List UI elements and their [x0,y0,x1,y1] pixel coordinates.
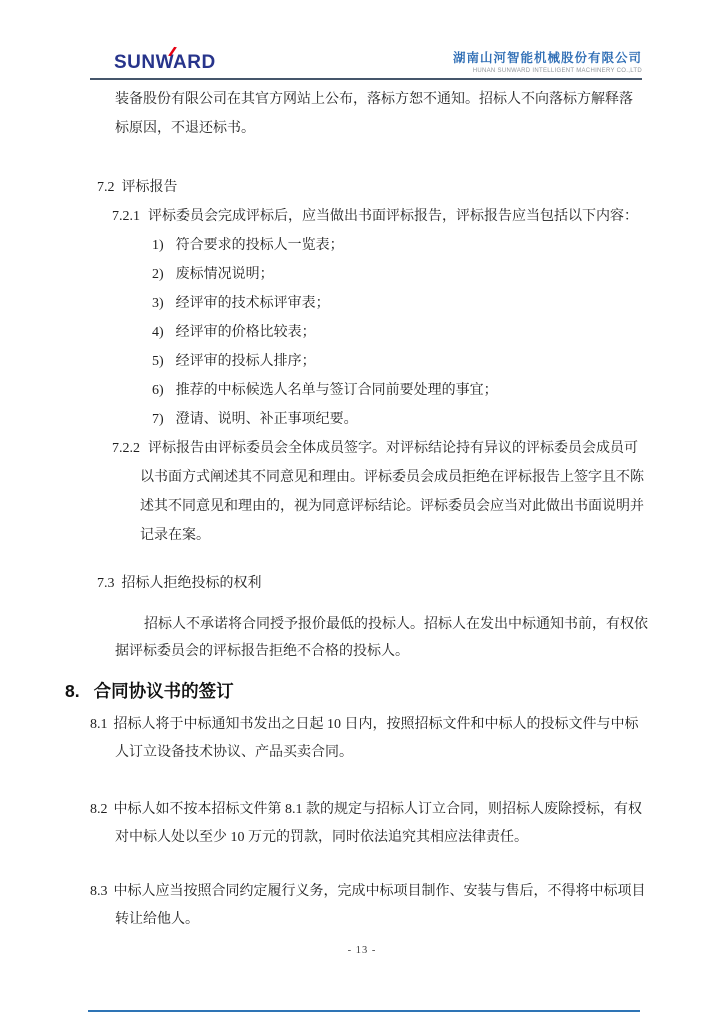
item-text: 经评审的价格比较表； [175,325,316,340]
list-item [152,376,724,405]
section-8-number: 8. [65,681,80,701]
clause-7-2-2 [112,434,646,550]
document-body [0,85,724,934]
item-number: 3) [152,296,164,311]
clause-7-2-1-text: 评标委员会完成评标后，应当做出书面评标报告，评标报告应当包括以下内容： [148,209,638,224]
item-number: 1) [152,238,164,253]
clause-8-1 [90,711,648,767]
clause-8-3 [90,878,648,934]
section-7-2-heading [97,173,724,202]
list-item [152,231,724,260]
clause-8-3-text: 中标人应当按照合同约定履行义务，完成中标项目制作、安装与售后，不得将中标项目转让给他人。 [113,884,646,927]
section-7-2-number: 7.2 [97,180,115,195]
item-number: 6) [152,383,164,398]
sunward-logo [114,52,216,74]
clause-8-2 [90,796,648,852]
section-8-heading [65,679,724,703]
list-item [152,347,724,376]
item-text: 符合要求的投标人一览表； [175,238,344,253]
item-number: 2) [152,267,164,282]
clause-7-2-1 [112,202,657,231]
header-divider [90,78,642,80]
section-7-3-paragraph: 招标人不承诺将合同授予报价最低的投标人。招标人在发出中标通知书前，有权依据评标委员会的评标报告拒绝不合格的投标人。 [115,617,648,659]
list-item [152,260,724,289]
intro-paragraph: 装备股份有限公司在其官方网站上公布，落标方恕不通知。招标人不向落标方解释落标原因，不退还标书。 [115,92,633,136]
clause-8-3-label: 8.3 [90,884,108,899]
item-number: 5) [152,354,164,369]
clause-8-2-label: 8.2 [90,802,108,817]
section-8-title: 合同协议书的签订 [93,681,234,701]
clause-7-2-2-text: 评标报告由评标委员会全体成员签字。对评标结论持有异议的评标委员会成员可以书面方式阐述其不同意见和理由。评标委员会成员拒绝在评标报告上签字且不陈述其不同意见和理由的，视为同意评标结论。评标委员会应当对此做出书面说明并记录在案。 [140,441,644,543]
footer-divider [88,1010,640,1012]
company-name-en: HUNAN SUNWARD INTELLIGENT MACHINERY CO.,LTD [472,68,642,74]
section-7-3-title: 招标人拒绝投标的权利 [121,576,262,591]
clause-8-1-label: 8.1 [90,717,108,732]
clause-7-2-2-label: 7.2.2 [112,441,140,456]
section-7-3-number: 7.3 [97,576,115,591]
list-item [152,318,724,347]
list-item [152,289,724,318]
item-number: 7) [152,412,164,427]
list-item [152,405,724,434]
section-7-2-title: 评标报告 [121,180,178,195]
item-text: 经评审的技术标评审表； [175,296,330,311]
item-number: 4) [152,325,164,340]
clause-7-2-1-label: 7.2.1 [112,209,140,224]
report-items-list [152,231,724,434]
company-name-cn: 湖南山河智能机械股份有限公司 [452,51,642,65]
clause-8-1-text: 招标人将于中标通知书发出之日起 10 日内，按照招标文件和中标人的投标文件与中标人订立设备技术协议、产品买卖合同。 [113,717,639,760]
page-header [90,46,642,80]
company-name-block [453,48,642,74]
section-7-3-heading [97,570,724,597]
item-text: 经评审的投标人排序； [175,354,316,369]
page-number: - 13 - [347,945,377,956]
item-text: 澄请、说明、补正事项纪要。 [175,412,358,427]
clause-8-2-text: 中标人如不按本招标文件第 8.1 款的规定与招标人订立合同，则招标人废除授标，有权对中标人处以至少 10 万元的罚款，同时依法追究其相应法律责任。 [113,802,642,845]
item-text: 废标情况说明； [175,267,274,282]
item-text: 推荐的中标候选人名单与签订合同前要处理的事宜； [175,383,498,398]
sunward-logo-text: SUNWARD [114,52,216,73]
